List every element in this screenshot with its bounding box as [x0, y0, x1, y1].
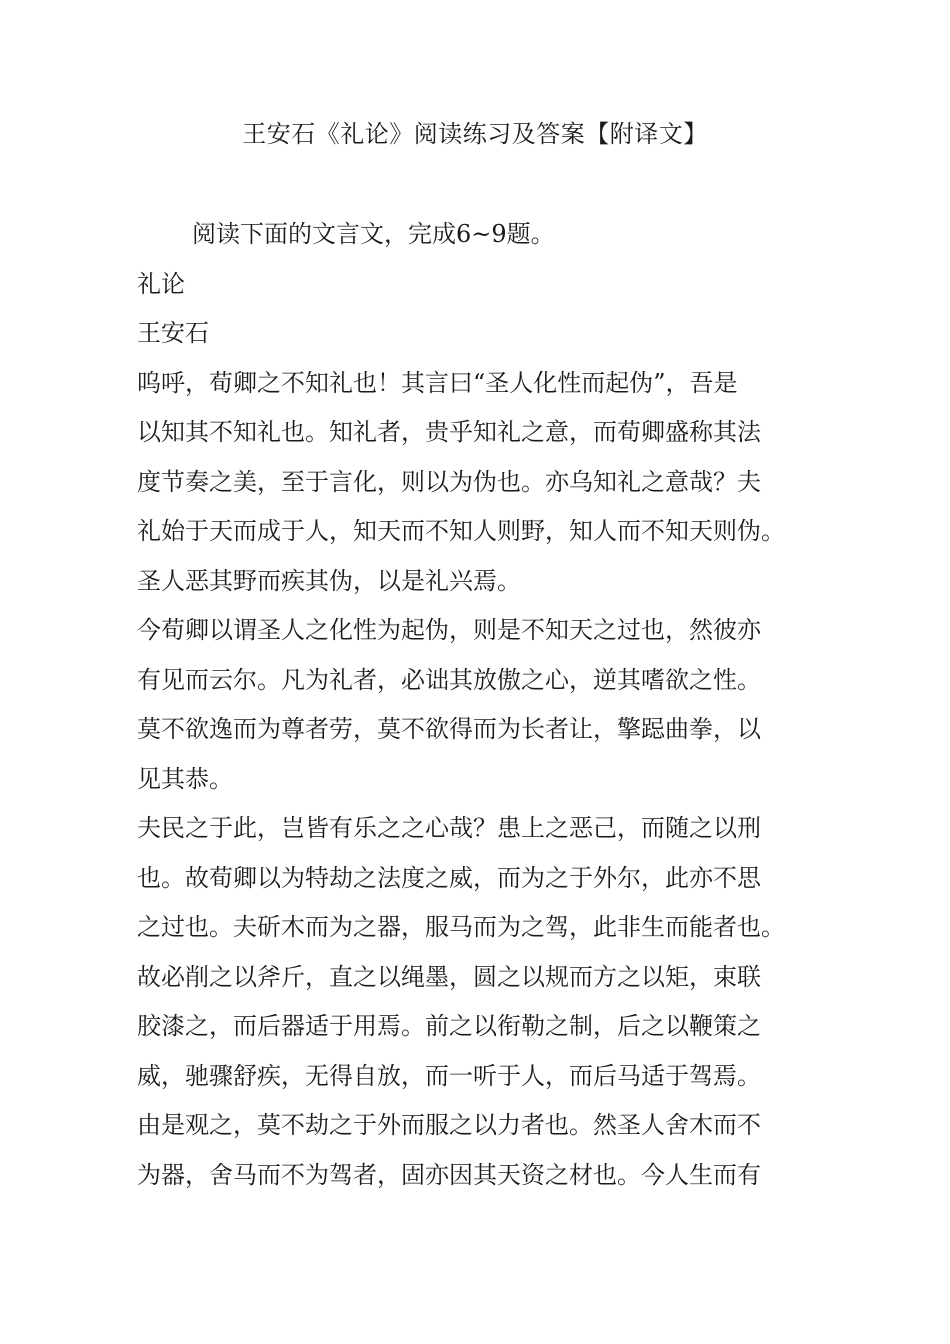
text-line: 度节奏之美，至于言化，则以为伪也。亦乌知礼之意哉？夫: [137, 467, 761, 496]
text-line: 今荀卿以谓圣人之化性为起伪，则是不知天之过也，然彼亦: [137, 616, 761, 644]
text-line: 呜呼，荀卿之不知礼也！其言曰“圣人化性而起伪”，吾是: [137, 368, 738, 397]
text-line: 故必削之以斧斤，直之以绳墨，圆之以规而方之以矩，束联: [137, 962, 761, 991]
text-line: 胶漆之，而后器适于用焉。前之以衔勒之制，后之以鞭策之: [137, 1012, 761, 1040]
text-line: 威，驰骤舒疾，无得自放，而一听于人，而后马适于驾焉。: [137, 1061, 761, 1090]
document-title: 王安石《礼论》阅读练习及答案【附译文】: [242, 120, 708, 148]
text-line: 莫不欲逸而为尊者劳，莫不欲得而为长者让，擎跽曲拳，以: [137, 715, 761, 743]
text-line: 见其恭。: [137, 764, 233, 793]
essay-title: 礼论: [137, 269, 185, 298]
instruction-line: 阅读下面的文言文，完成6~9题。: [192, 220, 555, 248]
text-line: 礼始于天而成于人，知天而不知人则野，知人而不知天则伪。: [137, 517, 785, 545]
text-line: 也。故荀卿以为特劫之法度之威，而为之于外尔，此亦不思: [137, 863, 761, 892]
text-line: 由是观之，莫不劫之于外而服之以力者也。然圣人舍木而不: [137, 1111, 761, 1139]
text-line: 有见而云尔。凡为礼者，必诎其放傲之心，逆其嗜欲之性。: [137, 665, 761, 694]
text-line: 圣人恶其野而疾其伪，以是礼兴焉。: [137, 566, 521, 595]
text-line: 以知其不知礼也。知礼者，贵乎知礼之意，而荀卿盛称其法: [137, 418, 761, 446]
text-line: 夫民之于此，岂皆有乐之之心哉？患上之恶己，而随之以刑: [137, 814, 761, 842]
text-line: 之过也。夫斫木而为之器，服马而为之驾，此非生而能者也。: [137, 913, 785, 941]
essay-author: 王安石: [137, 319, 209, 347]
text-line: 为器，舍马而不为驾者，固亦因其天资之材也。今人生而有: [137, 1160, 761, 1189]
document-body: [137, 210, 827, 1200]
